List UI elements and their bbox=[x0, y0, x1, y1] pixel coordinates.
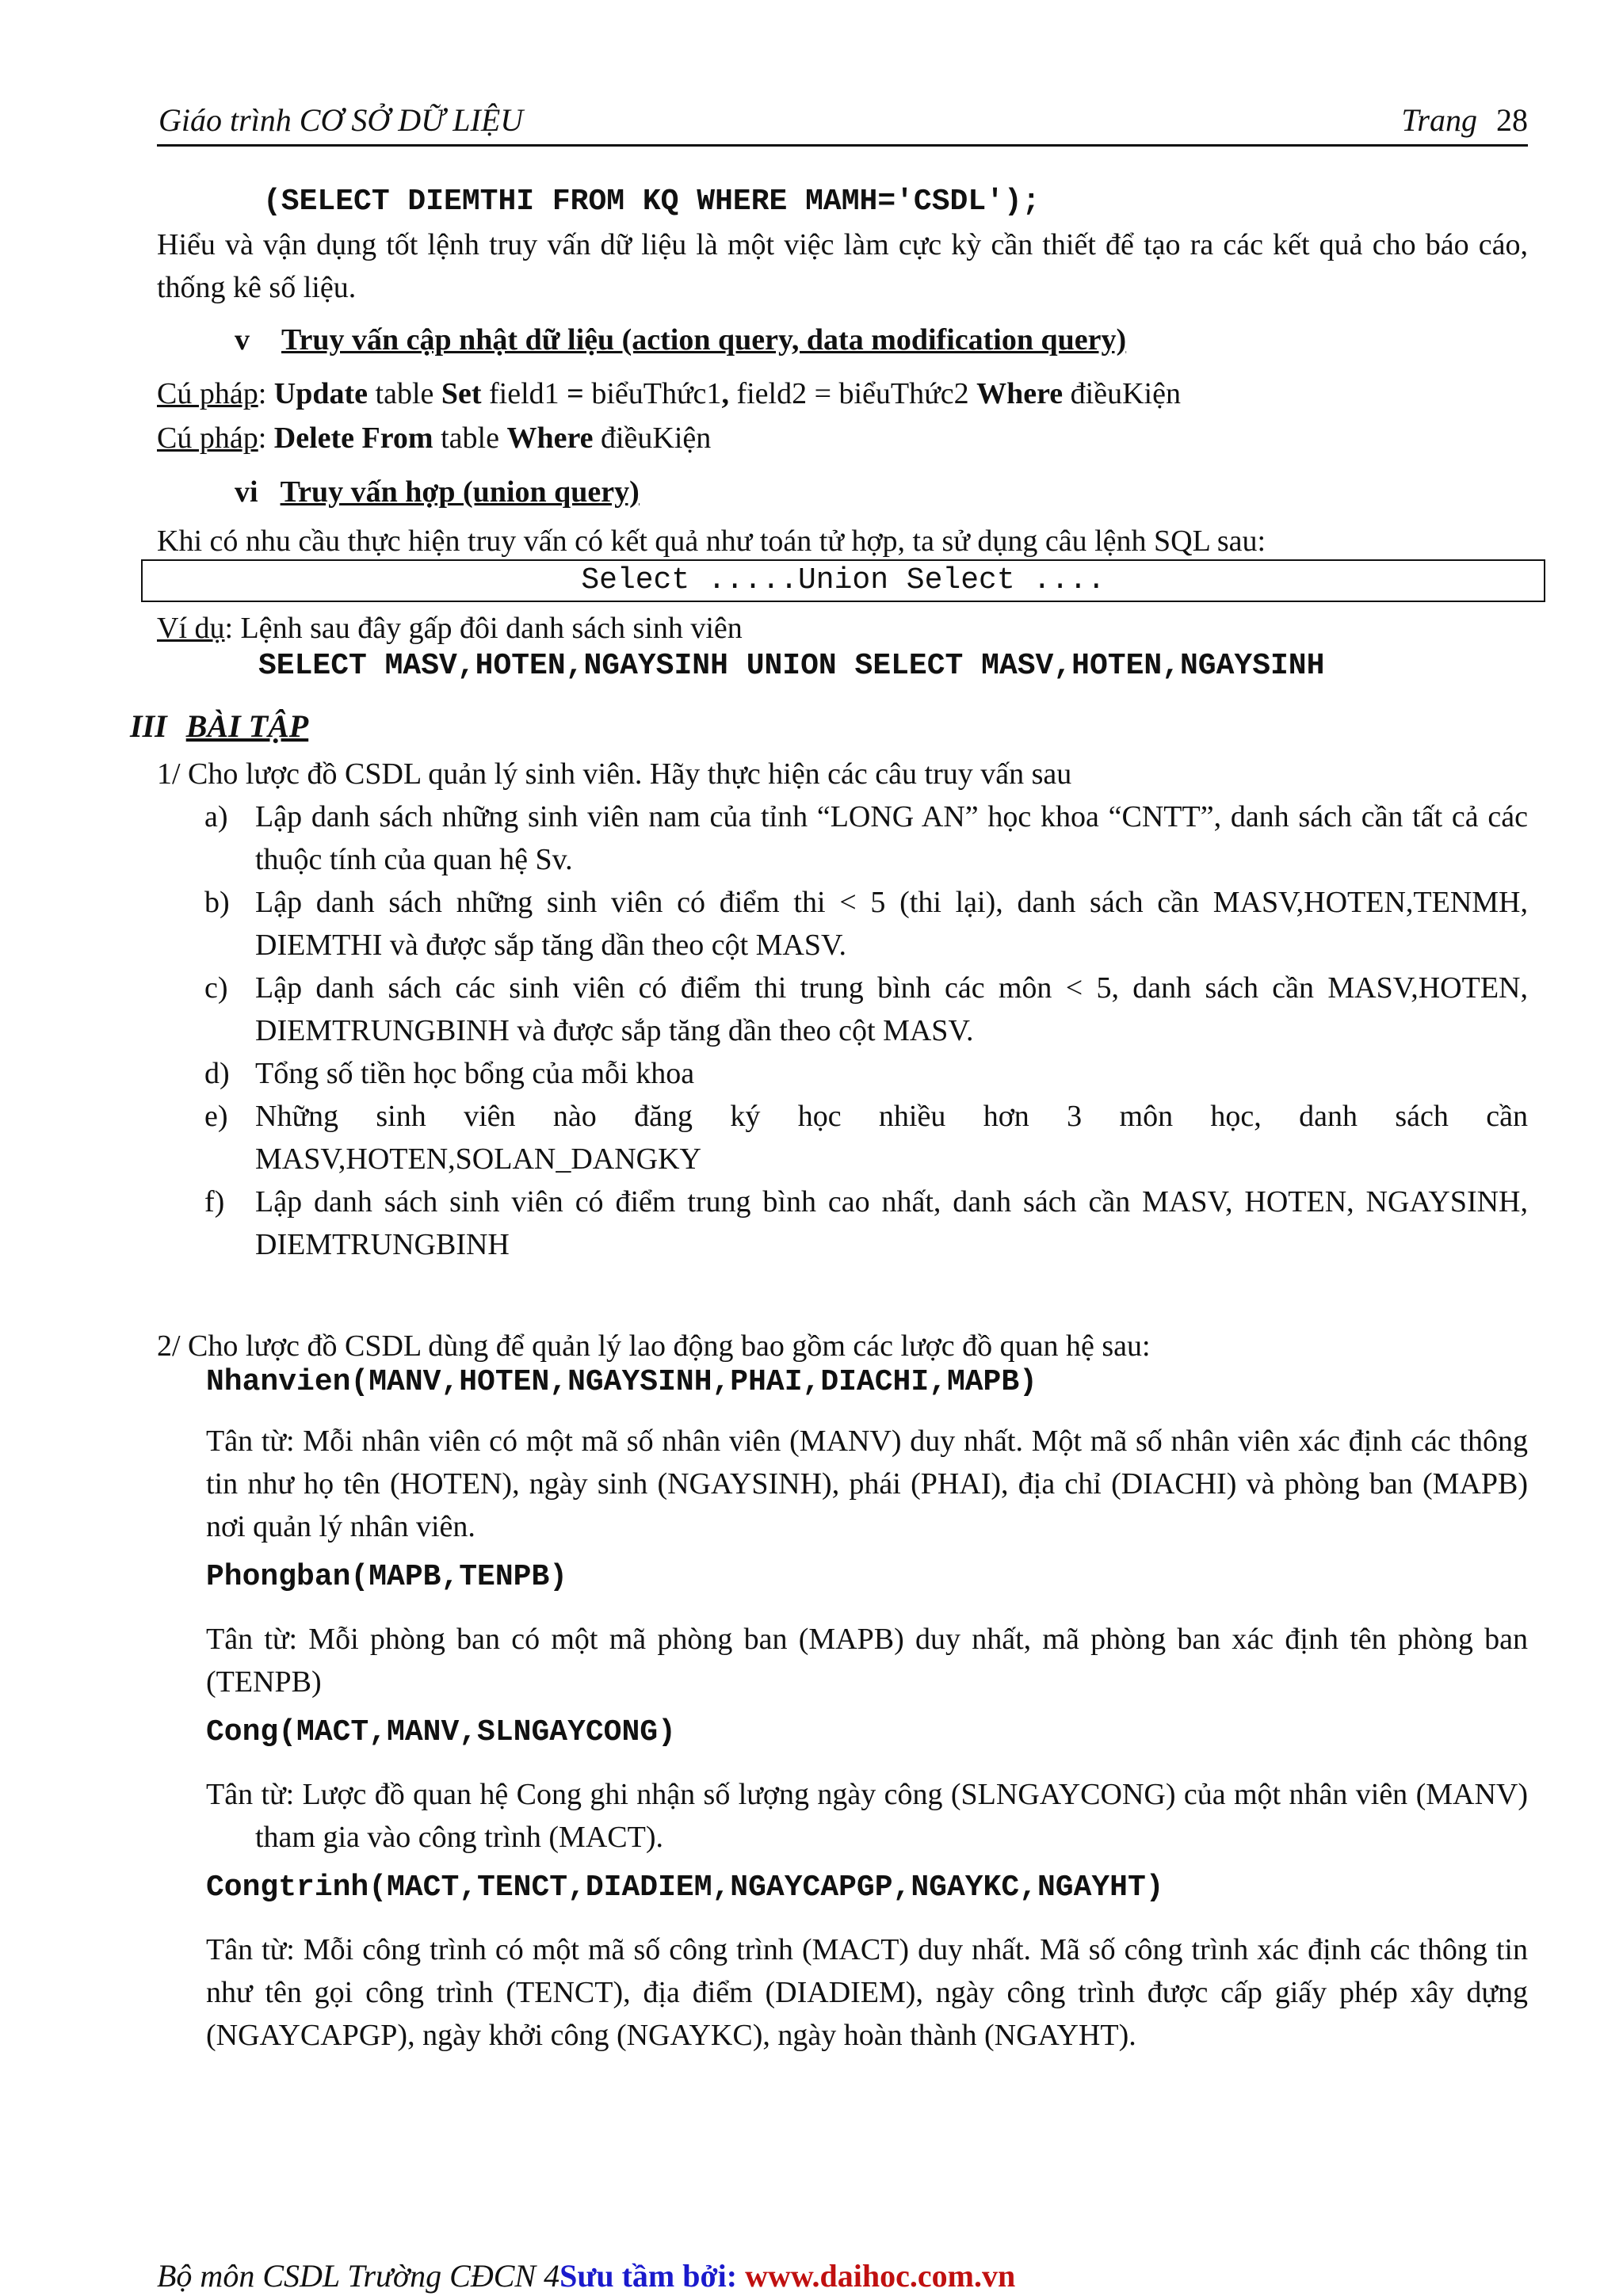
paragraph-2: Khi có nhu cầu thực hiện truy vấn có kết quả như toán tử hợp, ta sử dụng câu lệnh SQL sau: bbox=[157, 524, 1266, 558]
subheading-vi bbox=[235, 471, 1534, 513]
list-item-label: d) bbox=[204, 1057, 230, 1090]
example-line bbox=[157, 607, 1528, 650]
subheading-v-number: v bbox=[235, 323, 250, 357]
relation-phongban: Phongban(MAPB,TENPB) bbox=[206, 1560, 568, 1594]
kw-equals: = bbox=[567, 377, 584, 410]
example-text: : Lệnh sau đây gấp đôi danh sách sinh viên bbox=[224, 612, 743, 645]
list-item-label: a) bbox=[204, 800, 228, 833]
footer-credit: Sưu tầm bởi: bbox=[559, 2258, 746, 2294]
code-line-1: (SELECT DIEMTHI FROM KQ WHERE MAMH='CSDL'); bbox=[263, 185, 1041, 219]
kw-comma: , bbox=[721, 377, 729, 410]
relation-cong-description-text: Tân từ: Lược đồ quan hệ Cong ghi nhận số lượng ngày công (SLNGAYCONG) của một nhân viên (MANV) tham gia vào công trình (MACT). bbox=[206, 1778, 1528, 1854]
header-page-label: Trang bbox=[1401, 102, 1477, 138]
list-item-text: Lập danh sách những sinh viên có điểm thi < 5 (thi lại), danh sách cần MASV,HOTEN,TENMH, DIEMTHI và được sắp tăng dần theo cột MASV. bbox=[255, 886, 1528, 962]
relation-phongban-description: Tân từ: Mỗi phòng ban có một mã phòng ban (MAPB) duy nhất, mã phòng ban xác định tên phòng ban (TENPB) bbox=[206, 1623, 1528, 1699]
syntax-text: điềuKiện bbox=[593, 421, 712, 455]
kw-delete-from: Delete From bbox=[273, 421, 433, 455]
syntax-text: field1 bbox=[481, 377, 567, 410]
syntax-update: Cú pháp: Update table Set field1 = biểuThức1, field2 = biểuThức2 Where điềuKiện bbox=[157, 377, 1181, 410]
section-title: BÀI TẬP bbox=[185, 708, 309, 744]
relation-cong-description bbox=[206, 1773, 1528, 1859]
kw-set: Set bbox=[441, 377, 482, 410]
header-page-number: 28 bbox=[1496, 102, 1528, 138]
syntax-text: field2 = biểuThức2 bbox=[728, 377, 977, 410]
list-item-label: c) bbox=[204, 971, 228, 1005]
list-item-text: Lập danh sách những sinh viên nam của tỉnh “LONG AN” học khoa “CNTT”, danh sách cần tất cả các thuộc tính của quan hệ Sv. bbox=[255, 800, 1528, 876]
footer-text: Bộ môn CSDL Trường CĐCN 4 bbox=[157, 2258, 560, 2294]
syntax-text: điềuKiện bbox=[1063, 377, 1181, 410]
list-item-text: Lập danh sách sinh viên có điểm trung bình cao nhất, danh sách cần MASV, HOTEN, NGAYSINH, DIEMTRUNGBINH bbox=[255, 1185, 1528, 1261]
paragraph-1: Hiểu và vận dụng tốt lệnh truy vấn dữ liệu là một việc làm cực kỳ cần thiết để tạo ra các kết quả cho báo cáo, thống kê số liệu. bbox=[157, 228, 1528, 304]
syntax-text: table bbox=[368, 377, 441, 410]
exercise-1-intro: 1/ Cho lược đồ CSDL quản lý sinh viên. Hãy thực hiện các câu truy vấn sau bbox=[157, 757, 1072, 791]
kw-update: Update bbox=[273, 377, 369, 410]
footer-url-link[interactable]: www.daihoc.com.vn bbox=[745, 2258, 1016, 2294]
subheading-vi-number: vi bbox=[235, 475, 258, 509]
subheading-v-title: Truy vấn cập nhật dữ liệu (action query, data modification query) bbox=[281, 323, 1127, 357]
example-label: Ví dụ bbox=[157, 612, 225, 645]
kw-where: Where bbox=[976, 377, 1064, 410]
list-item-text: Những sinh viên nào đăng ký học nhiều hơn 3 môn học, danh sách cần MASV,HOTEN,SOLAN_DANGKY bbox=[255, 1100, 1528, 1176]
relation-congtrinh-description: Tân từ: Mỗi công trình có một mã số công trình (MACT) duy nhất. Mã số công trình xác định các thông tin như tên gọi công trình (TENCT), địa điểm (DIADIEM), ngày công trình được cấp giấy phép xây dựng (NGAYCAPGP), ngày khởi công (NGAYKC), ngày hoàn thành (NGAYHT). bbox=[206, 1933, 1528, 2052]
header-title: Giáo trình CƠ SỞ DỮ LIỆU bbox=[158, 102, 524, 138]
code-line-2: SELECT MASV,HOTEN,NGAYSINH UNION SELECT MASV,HOTEN,NGAYSINH bbox=[258, 649, 1325, 683]
list-item-label: f) bbox=[204, 1185, 225, 1219]
page-header bbox=[157, 101, 1528, 147]
list-item-label: b) bbox=[204, 886, 230, 919]
syntax-delete: Cú pháp: Delete From table Where điềuKiện bbox=[157, 421, 712, 455]
relation-nhanvien: Nhanvien(MANV,HOTEN,NGAYSINH,PHAI,DIACHI,MAPB) bbox=[206, 1365, 1037, 1399]
page-footer bbox=[157, 2256, 1015, 2296]
subheading-v bbox=[235, 318, 1534, 361]
list-item-text: Lập danh sách các sinh viên có điểm thi trung bình các môn < 5, danh sách cần MASV,HOTEN, DIEMTRUNGBINH và được sắp tăng dần theo cột MASV. bbox=[255, 971, 1528, 1047]
syntax-label: Cú pháp bbox=[157, 377, 258, 410]
exercise-2-intro: 2/ Cho lược đồ CSDL dùng để quản lý lao động bao gồm các lược đồ quan hệ sau: bbox=[157, 1329, 1151, 1363]
syntax-label: Cú pháp bbox=[157, 421, 258, 455]
syntax-text: table bbox=[433, 421, 507, 455]
relation-nhanvien-description: Tân từ: Mỗi nhân viên có một mã số nhân viên (MANV) duy nhất. Một mã số nhân viên xác định các thông tin như họ tên (HOTEN), ngày sinh (NGAYSINH), phái (PHAI), địa chỉ (DIACHI) và phòng ban (MAPB) nơi quản lý nhân viên. bbox=[206, 1425, 1528, 1543]
header-page bbox=[1401, 101, 1528, 139]
relation-congtrinh: Congtrinh(MACT,TENCT,DIADIEM,NGAYCAPGP,NGAYKC,NGAYHT) bbox=[206, 1871, 1164, 1905]
section-heading bbox=[130, 705, 1501, 748]
kw-where: Where bbox=[506, 421, 594, 455]
syntax-text: biểuThức1 bbox=[583, 377, 722, 410]
relation-cong: Cong(MACT,MANV,SLNGAYCONG) bbox=[206, 1715, 676, 1749]
list-item-label: e) bbox=[204, 1100, 228, 1133]
section-number: III bbox=[130, 708, 167, 744]
syntax-box: Select .....Union Select .... bbox=[141, 559, 1545, 602]
subheading-vi-title: Truy vấn hợp (union query) bbox=[280, 475, 640, 509]
list-item-text: Tổng số tiền học bổng của mỗi khoa bbox=[255, 1057, 695, 1090]
